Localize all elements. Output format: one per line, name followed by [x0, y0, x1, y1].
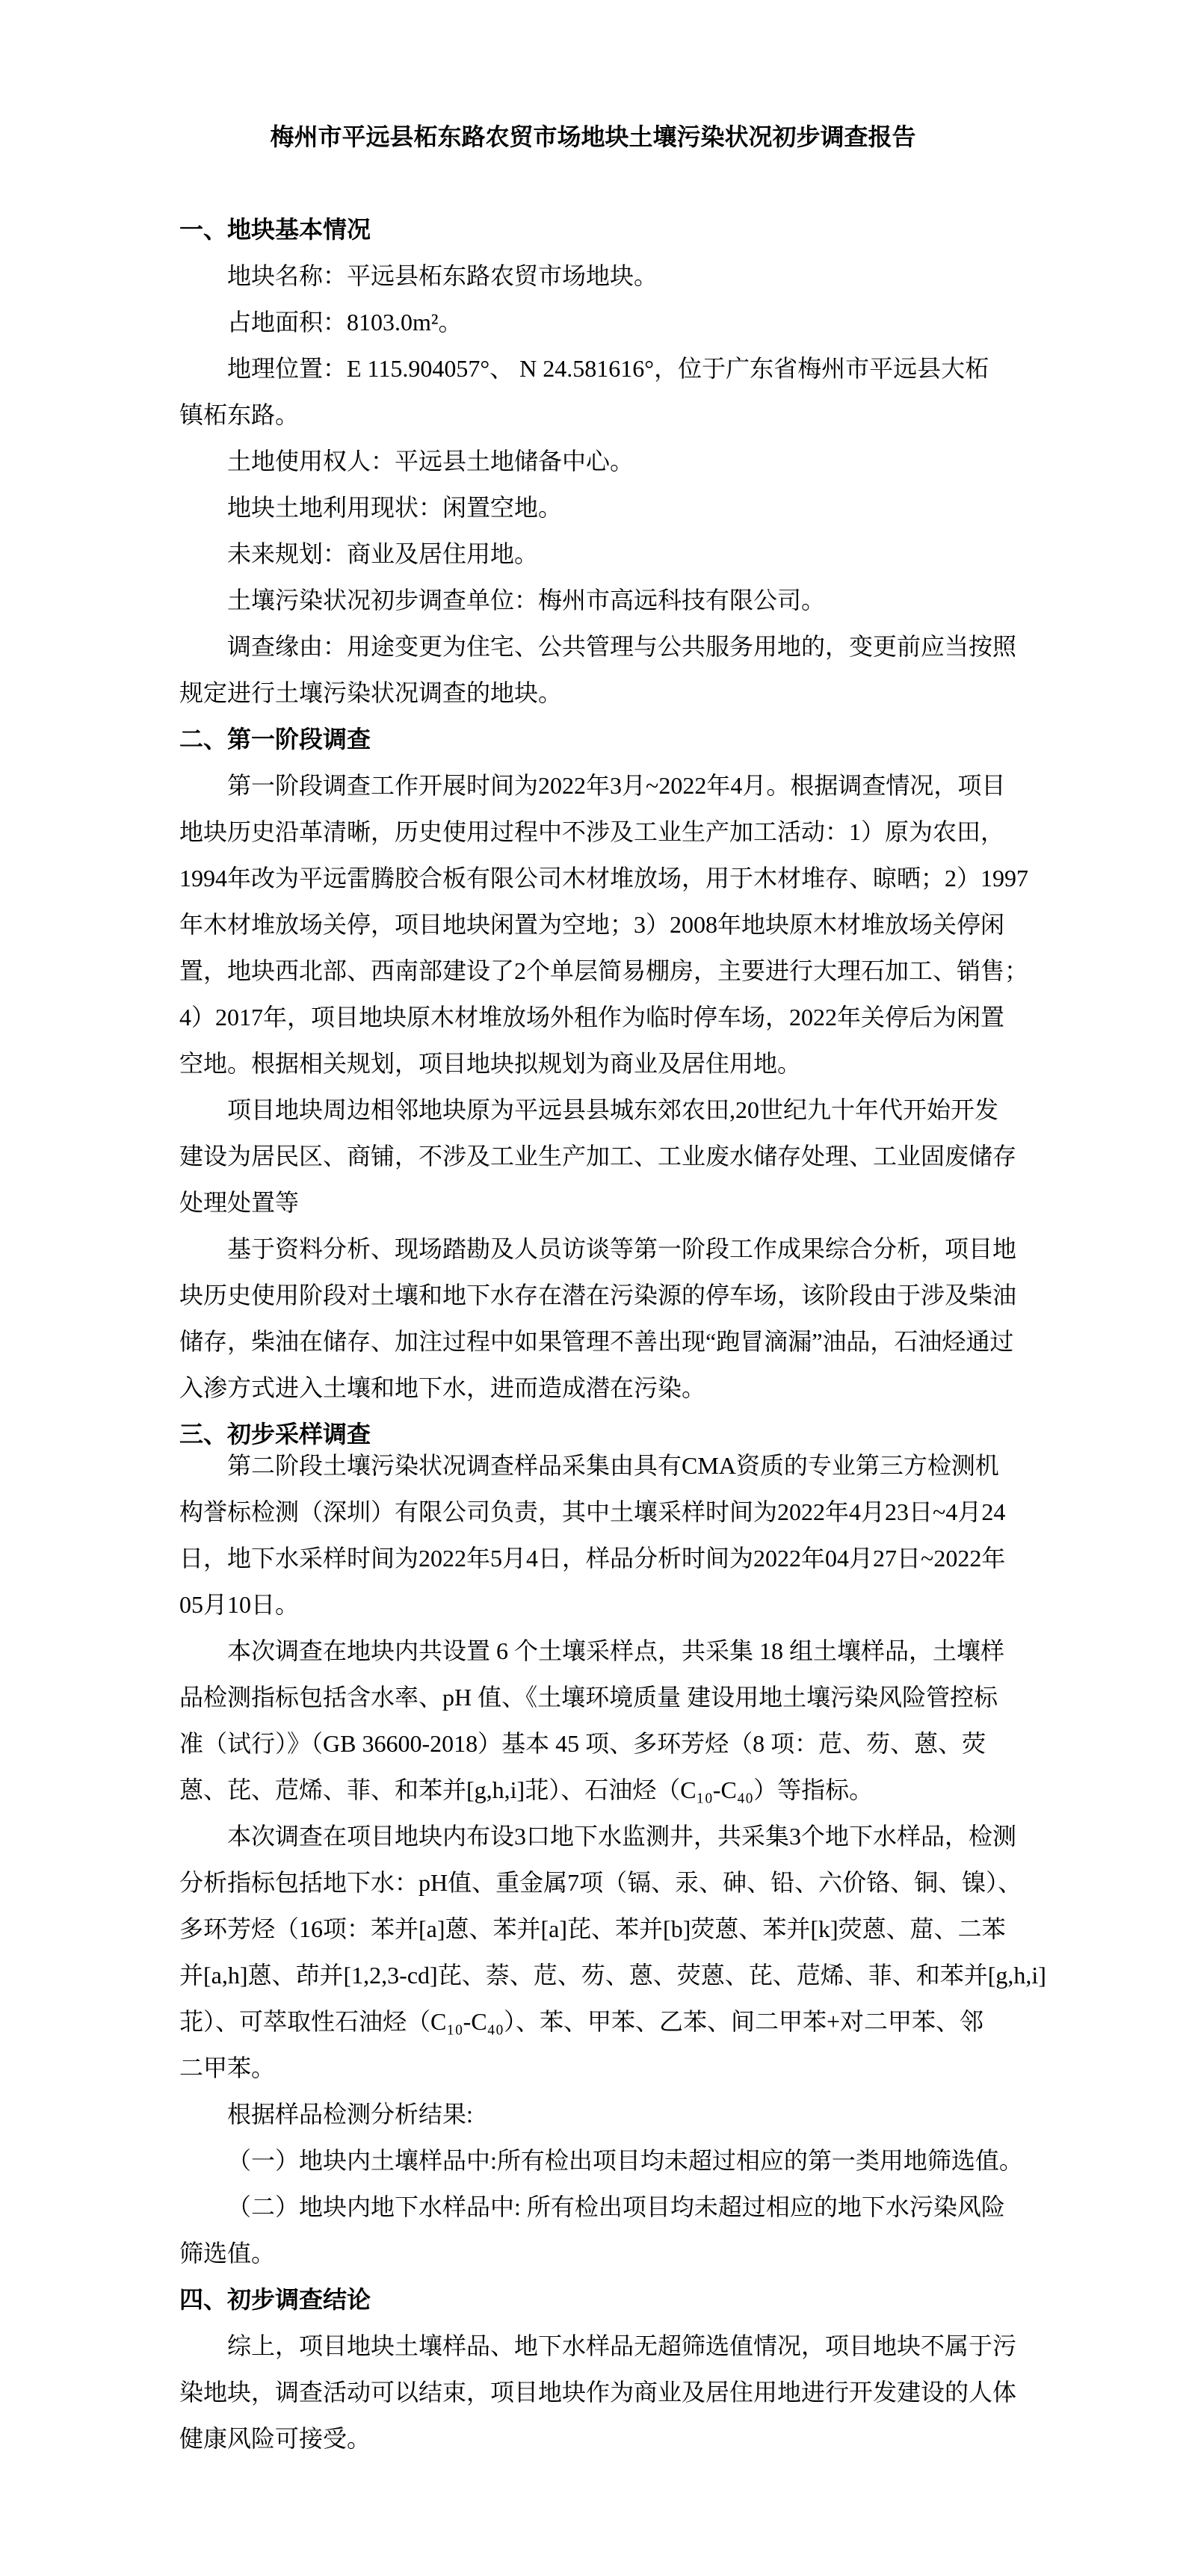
text-line: 日，地下水采样时间为2022年5月4日，样品分析时间为2022年04月27日~2022年: [179, 1545, 1006, 1572]
text-line: 染地块，调查活动可以结束，项目地块作为商业及居住用地进行开发建设的人体: [179, 2379, 1017, 2406]
text-line: 置，地块西北部、西南部建设了2个单层简易棚房，主要进行大理石加工、销售；: [179, 957, 1029, 984]
text-line: 综上，项目地块土壤样品、地下水样品无超筛选值情况，项目地块不属于污: [227, 2332, 1017, 2359]
text-line: 构誉标检测（深圳）有限公司负责，其中土壤采样时间为2022年4月23日~4月24: [179, 1498, 1006, 1525]
text-line: 项目地块周边相邻地块原为平远县县城东郊农田,20世纪九十年代开始开发: [227, 1096, 999, 1123]
text-line: 未来规划：商业及居住用地。: [227, 540, 539, 567]
text-line: 05月10日。: [179, 1591, 300, 1618]
text-line: 基于资料分析、现场踏勘及人员访谈等第一阶段工作成果综合分析，项目地: [227, 1235, 1017, 1262]
text-line: 处理处置等: [179, 1189, 300, 1216]
doc-title: 梅州市平远县柘东路农贸市场地块土壤污染状况初步调查报告: [270, 123, 916, 150]
section-heading: 一、地块基本情况: [179, 216, 371, 243]
text-line: 4）2017年，项目地块原木材堆放场外租作为临时停车场，2022年关停后为闲置: [179, 1004, 1005, 1031]
text-line: 并[a,h]蒽、茚并[1,2,3-cd]芘、萘、苊、芴、蒽、荧蒽、芘、苊烯、菲、和苯并[g,h,i]: [179, 1962, 1046, 1989]
text-line: 二甲苯。: [179, 2054, 276, 2081]
text-line: 土地使用权人：平远县土地储备中心。: [227, 448, 634, 475]
text-line: 占地面积：8103.0m²。: [227, 309, 463, 336]
text-line: 年木材堆放场关停，项目地块闲置为空地；3）2008年地块原木材堆放场关停闲: [179, 911, 1005, 938]
text-line: 土壤污染状况初步调查单位：梅州市高远科技有限公司。: [227, 587, 826, 614]
text-line: 镇柘东路。: [179, 401, 300, 428]
text-line: 规定进行土壤污染状况调查的地块。: [179, 679, 563, 706]
text-line: （一）地块内土壤样品中:所有检出项目均未超过相应的第一类用地筛选值。: [227, 2147, 1023, 2174]
text-line: 根据样品检测分析结果:: [227, 2101, 473, 2128]
text-line: 苝）、可萃取性石油烃（C₁₀-C₄₀）、苯、甲苯、乙苯、间二甲苯+对二甲苯、邻: [179, 2008, 984, 2035]
text-line: 空地。根据相关规划，项目地块拟规划为商业及居住用地。: [179, 1050, 802, 1077]
text-line: 第二阶段土壤污染状况调查样品采集由具有CMA资质的专业第三方检测机: [227, 1452, 999, 1479]
text-line: 块历史使用阶段对土壤和地下水存在潜在污染源的停车场，该阶段由于涉及柴油: [179, 1282, 1017, 1309]
text-line: 1994年改为平远雷腾胶合板有限公司木材堆放场，用于木材堆存、晾晒；2）1997: [179, 865, 1029, 892]
text-line: 准（试行）》（GB 36600-2018）基本 45 项、多环芳烃（8 项：苊、芴、蒽、荧: [179, 1730, 986, 1757]
text-line: 分析指标包括地下水：pH值、重金属7项（镉、汞、砷、铅、六价铬、铜、镍）、: [179, 1869, 1022, 1896]
document-body: [179, 206, 1046, 2462]
text-line: 本次调查在项目地块内布设3口地下水监测井，共采集3个地下水样品，检测: [227, 1823, 1017, 1850]
text-line: 筛选值。: [179, 2240, 276, 2267]
text-line: 第一阶段调查工作开展时间为2022年3月~2022年4月。根据调查情况，项目: [227, 772, 1006, 799]
section-heading: 三、初步采样调查: [179, 1421, 371, 1448]
section-heading: 四、初步调查结论: [179, 2286, 371, 2313]
text-line: 地块历史沿革清晰，历史使用过程中不涉及工业生产加工活动：1）原为农田，: [179, 818, 1005, 845]
text-line: 建设为居民区、商铺，不涉及工业生产加工、工业废水储存处理、工业固废储存: [179, 1143, 1017, 1170]
text-line: 地块土地利用现状：闲置空地。: [227, 494, 563, 521]
text-line: 储存，柴油在储存、加注过程中如果管理不善出现“跑冒滴漏”油品，石油烃通过: [179, 1328, 1014, 1355]
blank-line: [179, 160, 1007, 206]
text-line: 地理位置：E 115.904057°、 N 24.581616°，位于广东省梅州市平远县大柘: [227, 355, 989, 382]
text-line: （二）地块内地下水样品中: 所有检出项目均未超过相应的地下水污染风险: [227, 2193, 1005, 2220]
text-line: 入渗方式进入土壤和地下水，进而造成潜在污染。: [179, 1374, 706, 1401]
section-heading: 二、第一阶段调查: [179, 726, 371, 753]
text-line: 调查缘由：用途变更为住宅、公共管理与公共服务用地的，变更前应当按照: [227, 633, 1017, 660]
text-line: 地块名称：平远县柘东路农贸市场地块。: [227, 262, 658, 289]
text-line: 健康风险可接受。: [179, 2425, 371, 2452]
text-line: 品检测指标包括含水率、pH 值、《土壤环境质量 建设用地土壤污染风险管控标: [179, 1684, 998, 1711]
text-line: 多环芳烃（16项：苯并[a]蒽、苯并[a]芘、苯并[b]荧蒽、苯并[k]荧蒽、䓛、二苯: [179, 1915, 1006, 1942]
text-line: 蒽、芘、苊烯、菲、和苯并[g,h,i]苝）、石油烃（C₁₀-C₄₀）等指标。: [179, 1776, 874, 1803]
text-line: 本次调查在地块内共设置 6 个土壤采样点，共采集 18 组土壤样品，土壤样: [227, 1637, 1005, 1664]
